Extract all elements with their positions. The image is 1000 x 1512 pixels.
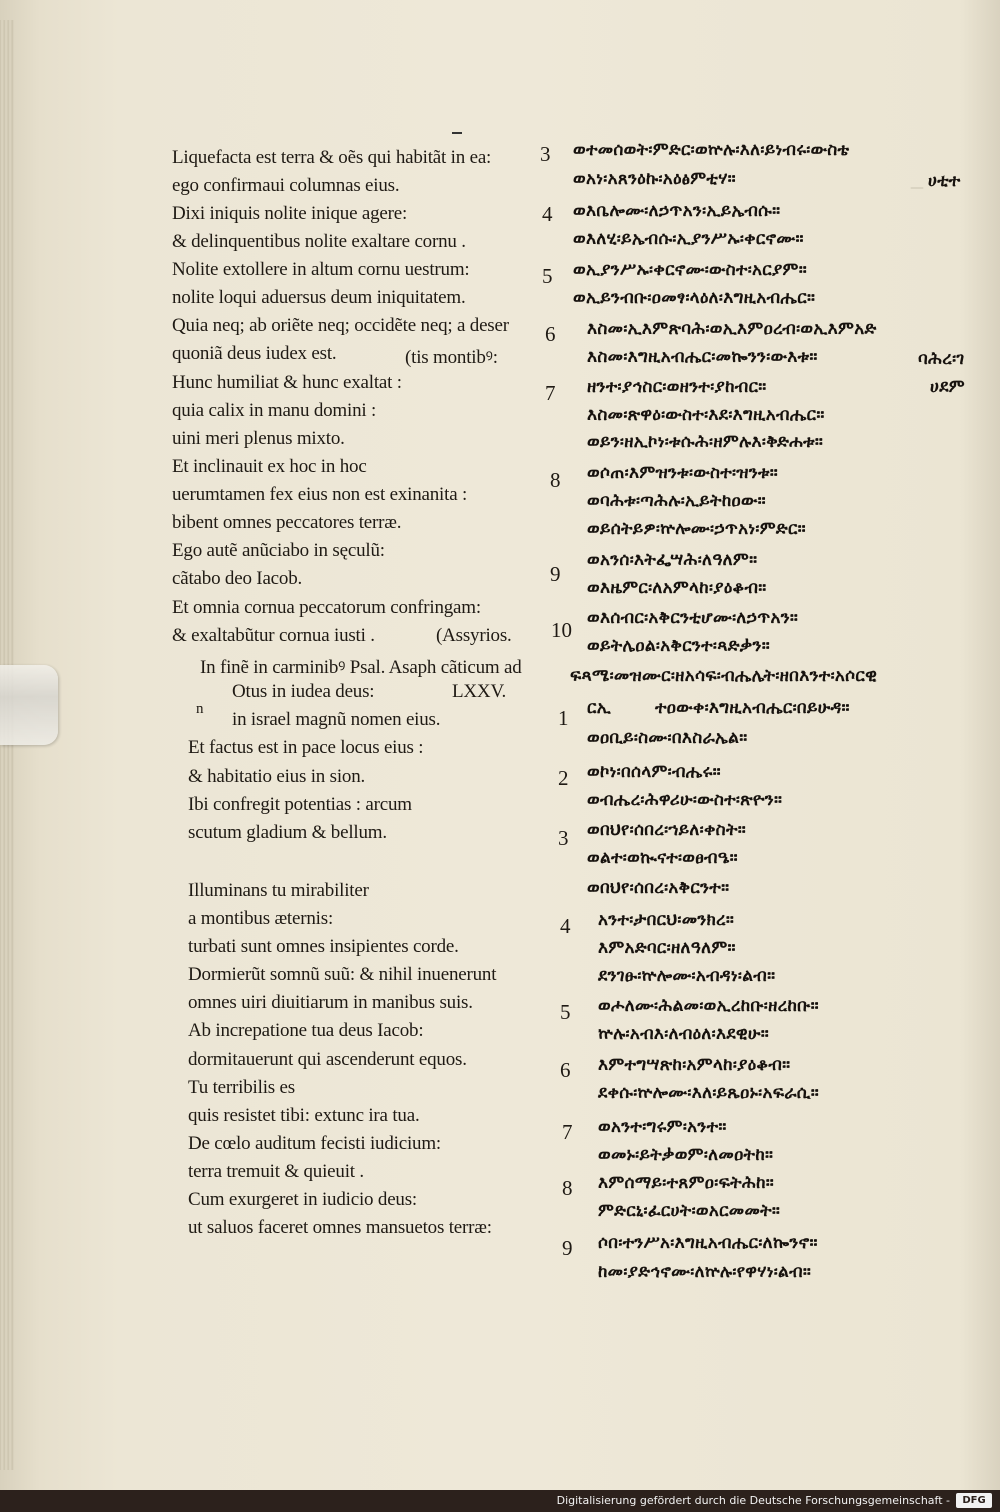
geez-line: አንተ፡ታበርህ፡መንክረ። bbox=[598, 910, 735, 930]
geez-line: ወብሔረ፡ሕዋሪሁ፡ውስተ፡ጽዮን። bbox=[587, 790, 783, 810]
verse-number: 2 bbox=[558, 766, 569, 790]
psalm-number: LXXV. bbox=[452, 681, 507, 702]
geez-line: ወልተ፡ወኲናተ፡ወፀብዔ። bbox=[587, 848, 738, 868]
verse-number: 5 bbox=[542, 264, 553, 288]
latin-line: nolite loqui aduersus deum iniquitatem. bbox=[172, 287, 466, 308]
geez-line: ወሶጠ፡እምዝንቱ፡ውስተ፡ዝንቱ። bbox=[587, 463, 779, 483]
latin-line: scutum gladium & bellum. bbox=[188, 822, 387, 843]
verse-number: 8 bbox=[562, 1176, 573, 1200]
geez-line: እስመ፡እግዚአብሔር፡መኰንን፡ውእቱ። bbox=[587, 347, 818, 367]
latin-line: uerumtamen fex eius non est exinanita : bbox=[172, 484, 468, 505]
geez-line: ከመ፡ያድኅኖሙ፡ለኵሉ፡የዋሃነ፡ልብ። bbox=[598, 1262, 812, 1282]
latin-line: a montibus æternis: bbox=[188, 908, 334, 929]
verse-number: 9 bbox=[550, 562, 561, 586]
geez-line: ወኢይንብቡ፡ዐመፃ፡ላዕለ፡እግዚአብሔር። bbox=[573, 288, 816, 308]
latin-line: De cœlo auditum fecisti iudicium: bbox=[188, 1133, 442, 1154]
latin-line: Cum exurgeret in iudicio deus: bbox=[188, 1189, 417, 1210]
latin-line: quia calix in manu domini : bbox=[172, 400, 377, 421]
latin-line: Ibi confregit potentias : arcum bbox=[188, 794, 412, 815]
geez-line: እምሰማይ፡ተጸምዐ፡ፍትሕከ። bbox=[598, 1173, 775, 1193]
latin-line: uini meri plenus mixto. bbox=[172, 428, 345, 449]
latin-line: Tu terribilis es bbox=[188, 1077, 295, 1098]
top-rule bbox=[452, 132, 462, 134]
geez-line: ደንገፁ፡ኵሎሙ፡አብዳነ፡ልብ። bbox=[598, 966, 776, 986]
latin-line: bibent omnes peccatores terræ. bbox=[172, 512, 402, 533]
geez-line: እስመ፡ኢእምጽባሕ፡ወኢእምዐረብ፡ወኢእምአድ bbox=[587, 319, 877, 339]
geez-line: ዘንተ፡ያኅስር፡ወዘንተ፡ያከብር። bbox=[587, 377, 767, 397]
verse-number: 6 bbox=[560, 1058, 571, 1082]
verse-number: 8 bbox=[550, 468, 561, 492]
geez-line: ወተመሰወት፡ምድር፡ወኵሉ፡እለ፡ይነብሩ፡ውስቴ bbox=[573, 140, 850, 160]
geez-line: ወአንሰ፡እትፌሣሕ፡ለዓለም። bbox=[587, 550, 758, 570]
latin-line: (Assyrios. bbox=[436, 625, 512, 646]
latin-line: Ego autẽ anũciabo in sęculũ: bbox=[172, 540, 385, 561]
verse-number: 5 bbox=[560, 1000, 571, 1024]
geez-line: ወእዜምር፡ለአምላከ፡ያዕቆብ። bbox=[587, 578, 767, 598]
latin-line: Ab increpatione tua deus Iacob: bbox=[188, 1020, 424, 1041]
verse-number: 7 bbox=[545, 381, 556, 405]
verse-number: 3 bbox=[540, 142, 551, 166]
latin-line: ut saluos faceret omnes mansuetos terræ: bbox=[188, 1217, 492, 1238]
geez-line: ወበህየ፡ሰበረ፡ኀይለ፡ቀስት። bbox=[587, 820, 746, 840]
geez-line: ወኮነ፡በሰላም፡ብሔሩ። bbox=[587, 762, 721, 782]
latin-line: Dixi iniquis nolite inique agere: bbox=[172, 203, 408, 224]
geez-initial: ርኢ bbox=[587, 698, 611, 718]
latin-line: & habitatio eius in sion. bbox=[188, 766, 366, 787]
verse-number: 1 bbox=[558, 706, 569, 730]
geez-line: ሀቲተ bbox=[928, 171, 961, 191]
latin-line: Hunc humiliat & hunc exaltat : bbox=[172, 372, 402, 393]
geez-line: ወእሰብር፡አቅርንቲሆሙ፡ለኃጥአን። bbox=[587, 608, 799, 628]
geez-line: ወኢያንሥኡ፡ቀርኖሙ፡ውስተ፡አርያም። bbox=[573, 260, 807, 280]
verse-number: 6 bbox=[545, 322, 556, 346]
geez-line: ወበህየ፡ሰበረ፡አቅርንተ። bbox=[587, 878, 730, 898]
verse-number: 4 bbox=[560, 914, 571, 938]
geez-line: ባሕረ፡ገ bbox=[918, 349, 965, 369]
geez-line: እምአድባር፡ዘለዓለም። bbox=[598, 938, 736, 958]
latin-line: turbati sunt omnes insipientes corde. bbox=[188, 936, 459, 957]
page-clip bbox=[0, 665, 58, 745]
geez-line: ሀደም bbox=[930, 377, 965, 397]
geez-line: እስመ፡ጽዋዕ፡ውስተ፡እደ፡እግዚአብሔር። bbox=[587, 405, 825, 425]
psalm-title: In finẽ in carminibꝰ Psal. Asaph cãticum ad bbox=[200, 657, 522, 678]
geez-line: ወሖለሙ፡ሕልመ፡ወኢረከቡ፡ዘረከቡ። bbox=[598, 996, 819, 1016]
latin-line: ego confirmaui columnas eius. bbox=[172, 175, 400, 196]
latin-line: & delinquentibus nolite exaltare cornu . bbox=[172, 231, 466, 252]
latin-line: Quia neq; ab oriẽte neq; occidẽte neq; a deser bbox=[172, 315, 509, 336]
bleed-through-mark: — bbox=[910, 180, 924, 196]
latin-line: quoniã deus iudex est. bbox=[172, 343, 337, 364]
verse-number: 7 bbox=[562, 1120, 573, 1144]
geez-line: ወአንተ፡ግሩም፡አንተ። bbox=[598, 1117, 727, 1137]
geez-psalm-title: ፍጻሜ፡መዝሙር፡ዘአሳፍ፡ብሔሌት፡ዘበእንተ፡አሶርዊ bbox=[570, 666, 878, 686]
geez-line: ምድርኒ፡ፈርሀት፡ወአርመመት። bbox=[598, 1201, 781, 1221]
latin-line: terra tremuit & quieuit . bbox=[188, 1161, 364, 1182]
geez-line: ደቀሱ፡ኵሎሙ፡እለ፡ይጼዐኑ፡አፍራሲ። bbox=[598, 1083, 819, 1103]
latin-line: Dormierũt somnũ suũ: & nihil inuenerunt bbox=[188, 964, 497, 985]
latin-line: dormitauerunt qui ascenderunt equos. bbox=[188, 1049, 467, 1070]
latin-line: (tis montibꝰ: bbox=[405, 347, 498, 368]
latin-line: quis resistet tibi: extunc ira tua. bbox=[188, 1105, 420, 1126]
geez-line: ወአነ፡አጸንዕኩ፡አዕፅምቲሃ። bbox=[573, 169, 736, 189]
latin-line: Et omnia cornua peccatorum confringam: bbox=[172, 597, 481, 618]
footer-credit: Digitalisierung gefördert durch die Deutsche Forschungsgemeinschaft - bbox=[556, 1494, 950, 1507]
latin-line: Otus in iudea deus: bbox=[232, 681, 375, 702]
latin-line: Et inclinauit ex hoc in hoc bbox=[172, 456, 367, 477]
geez-line: ወይትሌዐል፡አቅርንተ፡ጻድቃን። bbox=[587, 636, 770, 656]
page-edge-stack bbox=[0, 20, 14, 1470]
geez-line: ወይን፡ዘኢኮነ፡ቱሱሕ፡ዘምሉእ፡ቅድሐቱ። bbox=[587, 432, 824, 452]
latin-line: & exaltabũtur cornua iusti . bbox=[172, 625, 375, 646]
dfg-logo-icon: DFG bbox=[956, 1493, 992, 1508]
geez-line: ወእቤሎሙ፡ለኃጥአን፡ኢይኤብሱ። bbox=[573, 201, 781, 221]
verse-number: 4 bbox=[542, 202, 553, 226]
latin-line: Et factus est in pace locus eius : bbox=[188, 737, 424, 758]
geez-line: ሶበ፡ተንሥአ፡እግዚአብሔር፡ለኰንኖ። bbox=[598, 1233, 818, 1253]
latin-line: cãtabo deo Iacob. bbox=[172, 568, 303, 589]
geez-line: ወባሕቱ፡ጣሕሉ፡ኢይትከዐው። bbox=[587, 491, 766, 511]
verse-number: 10 bbox=[551, 618, 572, 642]
latin-line: omnes uiri diuitiarum in manibus suis. bbox=[188, 992, 473, 1013]
latin-line: in israel magnũ nomen eius. bbox=[232, 709, 441, 730]
geez-line: ወመኑ፡ይትቃወም፡ለመዐትከ። bbox=[598, 1145, 774, 1165]
geez-line: ወዐቢይ፡ስሙ፡በእስራኤል። bbox=[587, 728, 748, 748]
latin-line: Liquefacta est terra & oẽs qui habitãt in ea: bbox=[172, 147, 492, 168]
geez-line: ኵሉ፡አብእ፡ለብዕለ፡እደዊሁ። bbox=[598, 1024, 769, 1044]
verse-number: 3 bbox=[558, 826, 569, 850]
latin-line: Illuminans tu mirabiliter bbox=[188, 880, 369, 901]
verse-number: 9 bbox=[562, 1236, 573, 1260]
geez-line: ተዐውቀ፡እግዚአብሔር፡በይሁዳ። bbox=[655, 698, 850, 718]
latin-line: Nolite extollere in altum cornu uestrum: bbox=[172, 259, 470, 280]
geez-line: ወእለሂ፡ይኤብሱ፡ኢያንሥኡ፡ቀርኖሙ። bbox=[573, 229, 804, 249]
geez-line: እምተግሣጽከ፡አምላከ፡ያዕቆብ። bbox=[598, 1055, 791, 1075]
initial-mark: n bbox=[196, 701, 204, 717]
geez-line: ወይሰትይዎ፡ኵሎሙ፡ኃጥአነ፡ምድር። bbox=[587, 519, 806, 539]
